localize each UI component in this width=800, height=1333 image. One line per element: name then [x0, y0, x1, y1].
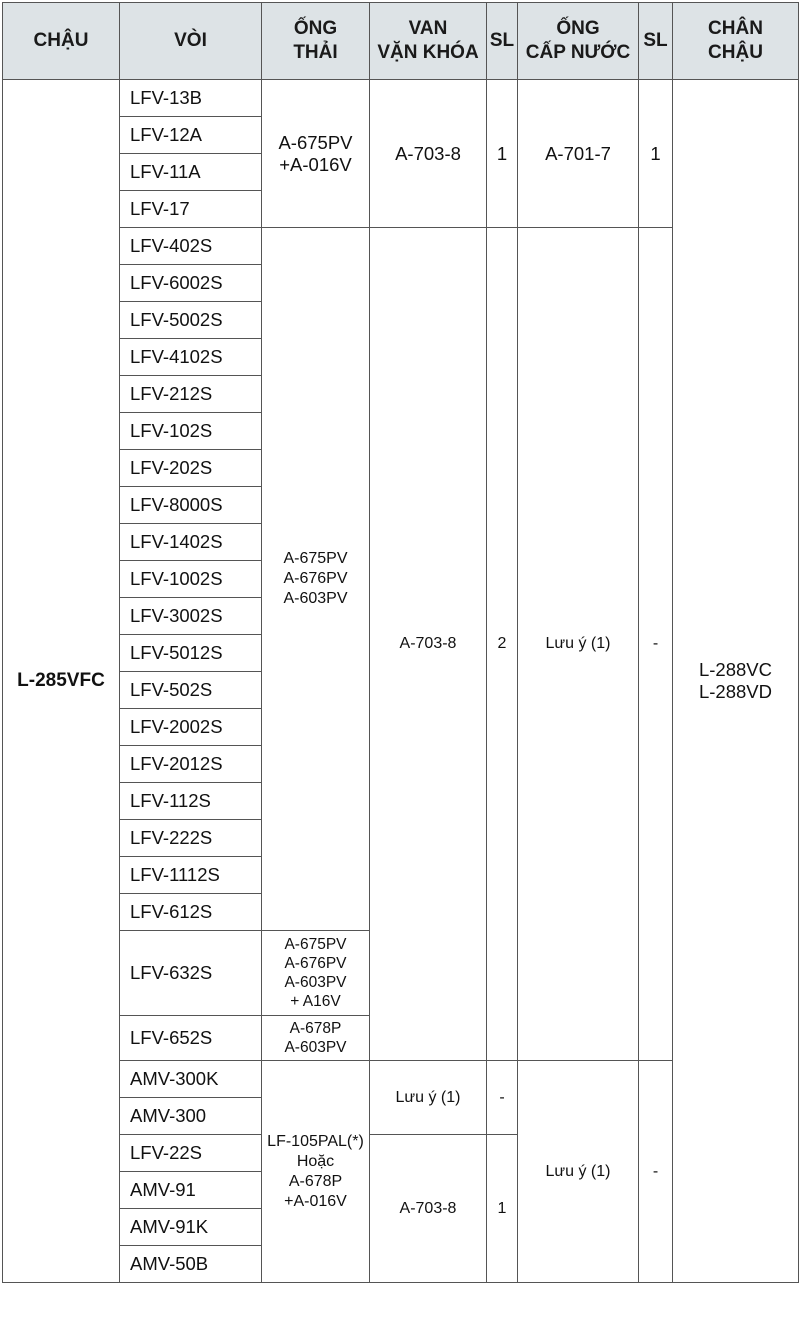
van-cell-group3b: A-703-8 — [370, 1135, 487, 1283]
faucet-cell: LFV-12A — [120, 117, 262, 154]
header-ong-thai: ỐNG THẢI — [262, 3, 370, 80]
faucet-cell: LFV-402S — [120, 228, 262, 265]
sl2-cell-group3: - — [639, 1061, 673, 1283]
header-chan-chau: CHÂN CHẬU — [673, 3, 799, 80]
sl-cell-group2: 2 — [487, 228, 518, 1061]
faucet-cell: AMV-50B — [120, 1246, 262, 1283]
faucet-cell: LFV-13B — [120, 80, 262, 117]
faucet-cell: LFV-502S — [120, 672, 262, 709]
header-sl-2: SL — [639, 3, 673, 80]
faucet-cell: AMV-91K — [120, 1209, 262, 1246]
header-van-van-khoa: VAN VẶN KHÓA — [370, 3, 487, 80]
ong-thai-cell-group3: LF-105PAL(*) Hoặc A-678P +A-016V — [262, 1061, 370, 1283]
header-row — [3, 3, 799, 80]
faucet-cell: LFV-612S — [120, 894, 262, 931]
faucet-cell: LFV-8000S — [120, 487, 262, 524]
faucet-cell: LFV-5012S — [120, 635, 262, 672]
faucet-cell: AMV-300 — [120, 1098, 262, 1135]
ong-cap-cell-group1: A-701-7 — [518, 80, 639, 228]
sl-cell-group1: 1 — [487, 80, 518, 228]
van-cell-group3a: Lưu ý (1) — [370, 1061, 487, 1135]
header-sl-1: SL — [487, 3, 518, 80]
sl-cell-group3b: 1 — [487, 1135, 518, 1283]
table-row — [3, 80, 799, 117]
header-ong-cap-nuoc: ỐNG CẤP NƯỚC — [518, 3, 639, 80]
faucet-cell: LFV-2002S — [120, 709, 262, 746]
faucet-cell: LFV-222S — [120, 820, 262, 857]
faucet-cell: LFV-3002S — [120, 598, 262, 635]
faucet-cell: LFV-632S — [120, 931, 262, 1016]
faucet-cell: LFV-202S — [120, 450, 262, 487]
sl-cell-group3a: - — [487, 1061, 518, 1135]
faucet-cell: LFV-4102S — [120, 339, 262, 376]
faucet-cell: LFV-6002S — [120, 265, 262, 302]
sl2-cell-group2: - — [639, 228, 673, 1061]
header-voi: VÒI — [120, 3, 262, 80]
ong-thai-cell-group2b: A-675PV A-676PV A-603PV + A16V — [262, 931, 370, 1016]
faucet-cell: LFV-22S — [120, 1135, 262, 1172]
faucet-cell: LFV-1112S — [120, 857, 262, 894]
van-cell-group1: A-703-8 — [370, 80, 487, 228]
ong-cap-cell-group2: Lưu ý (1) — [518, 228, 639, 1061]
ong-thai-cell-group2a: A-675PV A-676PV A-603PV — [262, 228, 370, 931]
faucet-cell: LFV-5002S — [120, 302, 262, 339]
chan-chau-cell: L-288VC L-288VD — [673, 80, 799, 1283]
faucet-cell: LFV-652S — [120, 1016, 262, 1061]
table-header — [3, 3, 799, 80]
faucet-cell: AMV-300K — [120, 1061, 262, 1098]
faucet-cell: LFV-212S — [120, 376, 262, 413]
faucet-cell: LFV-102S — [120, 413, 262, 450]
faucet-cell: LFV-1002S — [120, 561, 262, 598]
ong-thai-cell-group1: A-675PV +A-016V — [262, 80, 370, 228]
faucet-cell: LFV-2012S — [120, 746, 262, 783]
chau-cell: L-285VFC — [3, 80, 120, 1283]
product-compatibility-table — [2, 2, 799, 1283]
sl2-cell-group1: 1 — [639, 80, 673, 228]
table-body — [3, 80, 799, 1283]
faucet-cell: AMV-91 — [120, 1172, 262, 1209]
faucet-cell: LFV-17 — [120, 191, 262, 228]
faucet-cell: LFV-112S — [120, 783, 262, 820]
ong-thai-cell-group2c: A-678P A-603PV — [262, 1016, 370, 1061]
header-chau: CHẬU — [3, 3, 120, 80]
faucet-cell: LFV-11A — [120, 154, 262, 191]
faucet-cell: LFV-1402S — [120, 524, 262, 561]
van-cell-group2: A-703-8 — [370, 228, 487, 1061]
ong-cap-cell-group3: Lưu ý (1) — [518, 1061, 639, 1283]
